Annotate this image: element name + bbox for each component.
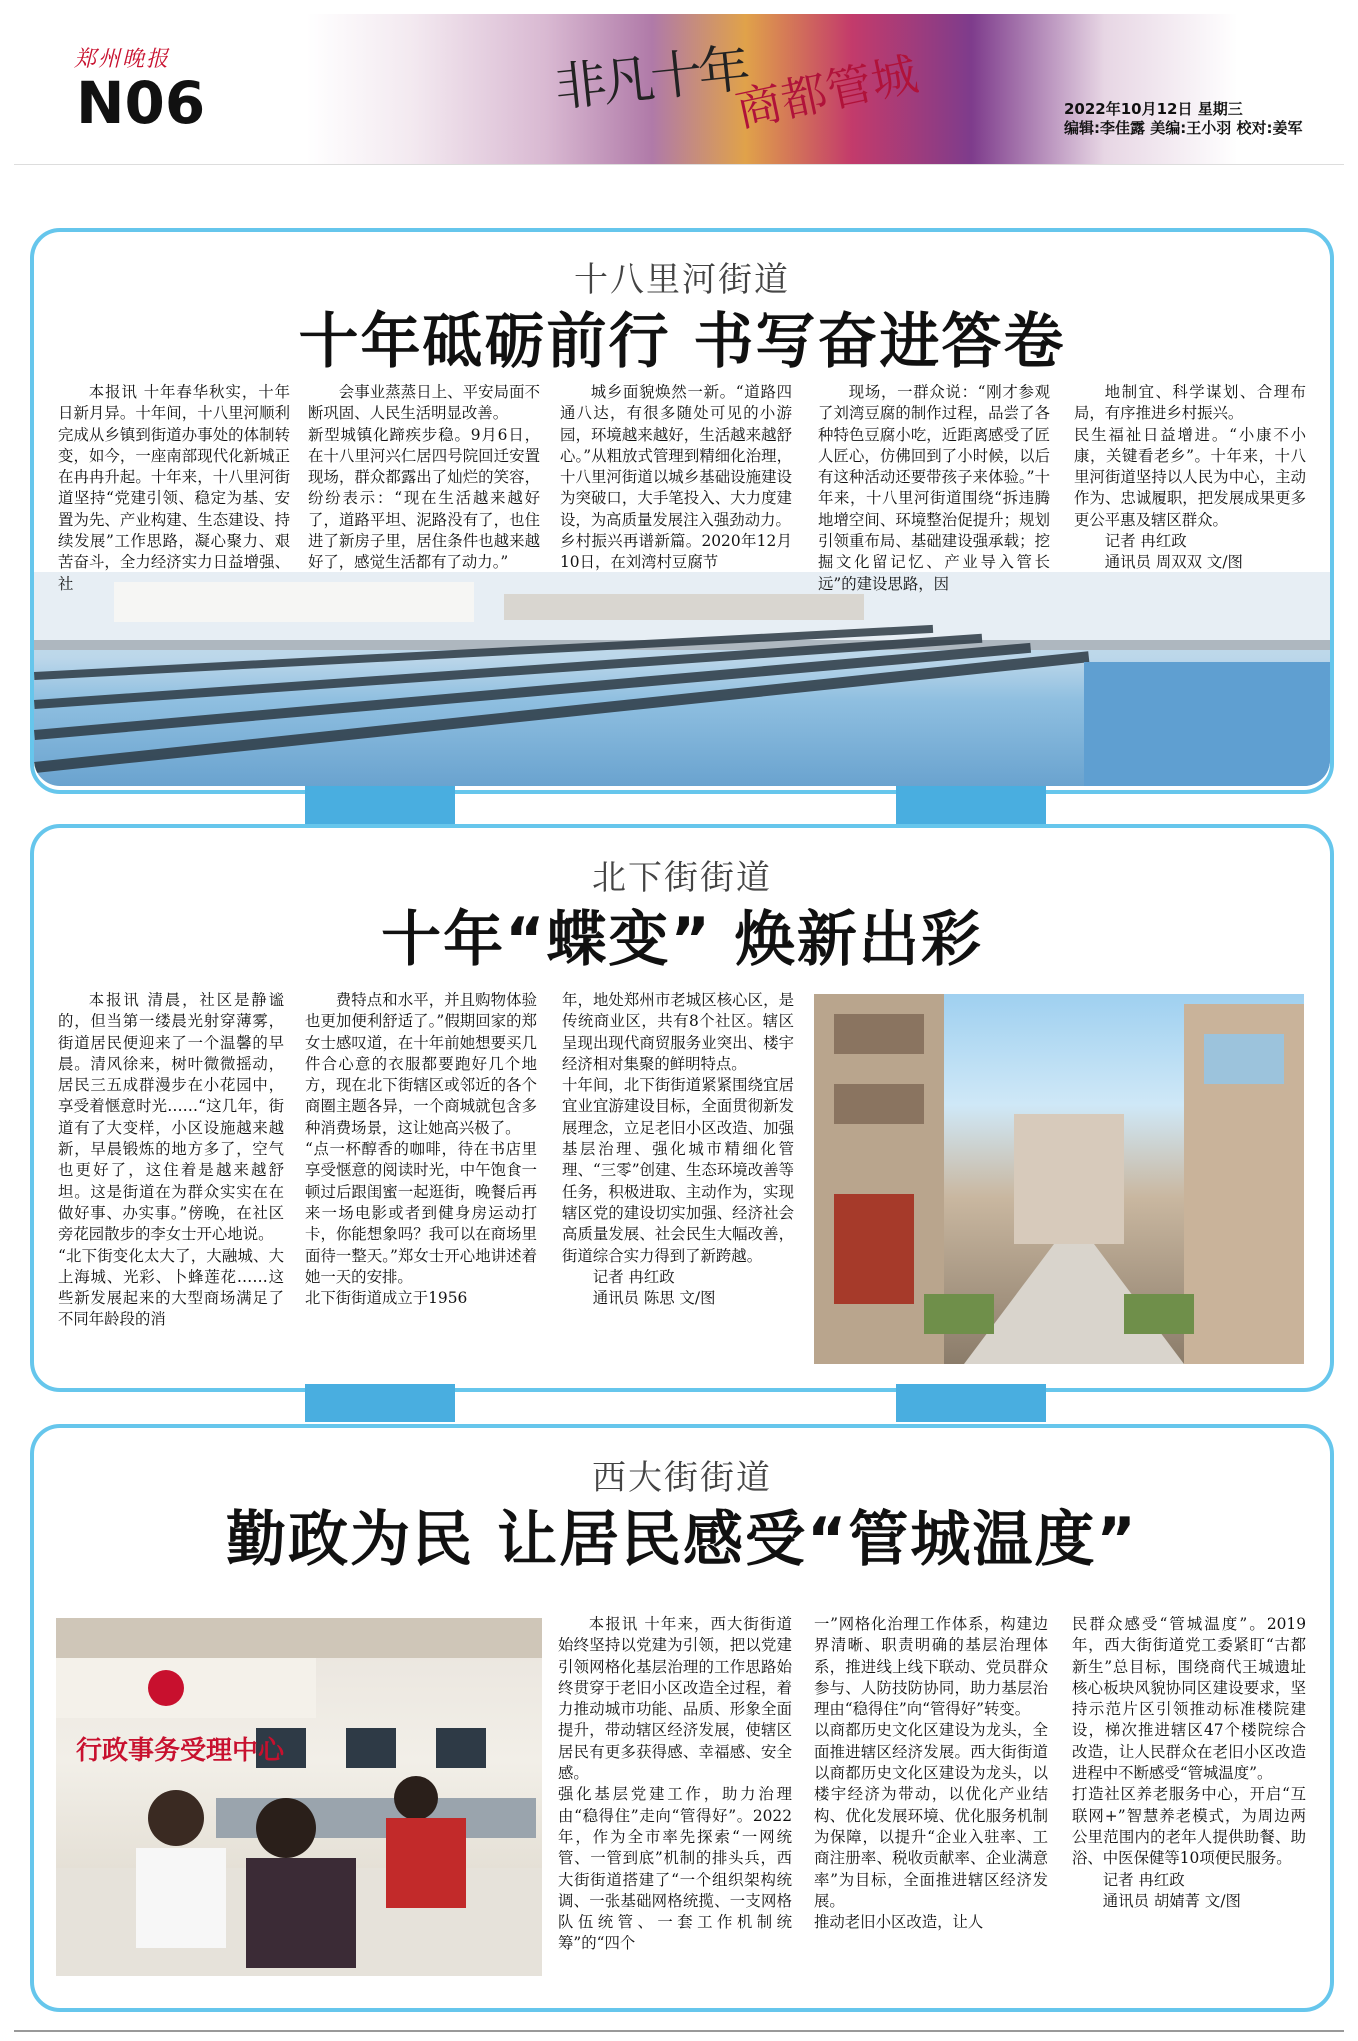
article-1-column-2: 会事业蒸蒸日上、平安局面不断巩固、人民生活明显改善。 新型城镇化蹄疾步稳。9月6日，在十八里河兴仁居四号院回迁安置现场，群众都露出了灿烂的笑容，纷纷表示：“现在生活越来越好了，道路平坦、泥路没有了，也住进了新房子里，居住条件也越来越好了，感觉生活都有了动力。” bbox=[308, 383, 540, 572]
article-1-column-4: 现场，一群众说：“刚才参观了刘湾豆腐的制作过程，品尝了各种特色豆腐小吃，近距离感受了匠人匠心，仿佛回到了小时候，以后有这种活动还要带孩子来体验。”十年来，十八里河街道围绕“拆违腾地增空间、环境整治促提升；规划引领重布局、基础建设强承载；挖掘文化留记忆、产业导入管长远”的建设思路，因 bbox=[818, 383, 1050, 593]
column-title-calligraphy-1: 非凡十年 bbox=[551, 39, 750, 119]
connector-bar-1b bbox=[896, 786, 1046, 824]
article-3-byline-reporter: 记者 冉红政 bbox=[1102, 1870, 1185, 1889]
issue-date: 2022年10月12日 星期三 bbox=[1064, 100, 1243, 118]
connector-bar-1a bbox=[305, 786, 455, 824]
article-3-photo bbox=[56, 1618, 542, 1976]
article-1-column-5: 地制宜、科学谋划、合理布局，有序推进乡村振兴。 民生福祉日益增进。“小康不小康，关键看老乡”。十年来，十八里河街道坚持以人民为中心，主动作为、忠诚履职，把发展成果更多更公平惠及辖区群众。 记者 冉红政 通讯员 周双双 文/图 bbox=[1074, 382, 1306, 574]
water-treatment-photo-art bbox=[34, 572, 1330, 786]
article-3-column-2: 一”网格化治理工作体系，构建边界清晰、职责明确的基层治理体系，推进线上线下联动、党员群众参与、人防技防协同，助力基层治理由“稳得住”向“管得好”转变。 以商都历史文化区建设为龙头，全面推进辖区经济发展。西大街街道以商都历史文化区建设为龙头，以楼宇经济为带动，以优化产业结构、优化发展环境、优化服务机制为保障，以提升“企业入驻率、工商注册率、税收贡献率、企业满意率”为目标，全面推进辖区经济发展。 推动老旧小区改造，让人 bbox=[814, 1615, 1048, 1932]
service-center-photo-art bbox=[56, 1618, 542, 1976]
article-1-photo bbox=[34, 572, 1330, 786]
editor-credits: 编辑:李佳露 美编:王小羽 校对:姜军 bbox=[1064, 119, 1303, 137]
article-3-headline: 勤政为民 让居民感受“管城温度” bbox=[226, 1505, 1138, 1575]
article-2-kicker: 北下街街道 bbox=[592, 858, 772, 898]
article-3-kicker: 西大街街道 bbox=[592, 1458, 772, 1498]
connector-bar-2a bbox=[305, 1384, 455, 1422]
page-bottom-rule bbox=[14, 2030, 1344, 2032]
masthead bbox=[14, 14, 1344, 164]
article-2-column-2: 费特点和水平，并且购物体验也更加便利舒适了。”假期回家的郑女士感叹道，在十年前她想要买几件合心意的衣服都要跑好几个地方，现在北下街辖区或邻近的各个商圈主题各异，一个商城就包含多种消费场景，这让她高兴极了。 “点一杯醇香的咖啡，待在书店里享受惬意的阅读时光，中午饱食一顿过后跟闺蜜一起逛街，晚餐后再来一场电影或者到健身房运动打卡，你能想象吗？我可以在商场里面待一整天。”郑女士开心地讲述着她一天的安排。 北下街街道成立于1956 bbox=[305, 991, 537, 1308]
article-1-column-1: 本报讯 十年春华秋实，十年日新月异。十年间，十八里河顺利完成从乡镇到街道办事处的体制转变，如今，一座南部现代化新城正在冉冉升起。十年来，十八里河街道坚持“党建引领、稳定为基、安置为先、产业构建、生态建设、持续发展”工作思路，凝心聚力、艰苦奋斗，全力经济实力日益增强、社 bbox=[58, 383, 290, 593]
article-1-byline-correspondent: 通讯员 周双双 文/图 bbox=[1104, 553, 1243, 572]
column-title-calligraphy-2: 商都管城 bbox=[731, 46, 923, 138]
page-number: N06 bbox=[76, 69, 206, 137]
article-2-column-3: 年，地处郑州市老城区核心区，是传统商业区，共有8个社区。辖区呈现出现代商贸服务业突出、楼宇经济相对集聚的鲜明特点。 十年间，北下街街道紧紧围绕宜居宜业宜游建设目标，全面贯彻新发展理念，立足老旧小区改造、加强基层治理、强化城市精细化管理、“三零”创建、生态环境改善等任务，积极进取、主动作为，实现辖区党的建设切实加强、经济社会高质量发展、社会民生大幅改善，街道综合实力得到了新跨越。 记者 冉红政 通讯员 陈思 文/图 bbox=[562, 990, 794, 1309]
article-2-headline: 十年“蝶变” 焕新出彩 bbox=[381, 905, 983, 975]
article-1-byline-reporter: 记者 冉红政 bbox=[1104, 532, 1187, 551]
paper-name: 郑州晚报 bbox=[74, 47, 171, 72]
article-1-kicker: 十八里河街道 bbox=[574, 260, 790, 300]
service-center-sign: 行政事务受理中心 bbox=[76, 1736, 285, 1766]
article-3-column-1: 本报讯 十年来，西大街街道始终坚持以党建为引领，把以党建引领网格化基层治理的工作思路始终贯穿于老旧小区改造全过程，着力推动城市功能、品质、形象全面提升，带动辖区经济发展，使辖区居民有更多获得感、幸福感、安全感。 强化基层党建工作，助力治理由“稳得住”走向“管得好”。2022年，作为全市率先探索“一网统管、一管到底”机制的排头兵，西大街街道搭建了“一个组织架构统调、一张基础网格统揽、一支网格队伍统管、一套工作机制统筹”的“四个 bbox=[558, 1615, 792, 1953]
article-2-byline-reporter: 记者 冉红政 bbox=[592, 1267, 675, 1286]
dateline bbox=[1064, 100, 1302, 138]
connector-bar-2b bbox=[896, 1384, 1046, 1422]
article-2-column-1: 本报讯 清晨，社区是静谧的，但当第一缕晨光射穿薄雾，街道居民便迎来了一个温馨的早晨。清风徐来，树叶微微摇动，居民三五成群漫步在小花园中，享受着惬意时光……“这几年，街道有了大变样，小区设施越来越新，早晨锻炼的地方多了，空气也更好了，这住着是越来越舒坦。这是街道在为群众实实在在做好事、办实事。”傍晚，在社区旁花园散步的李女士开心地说。 “北下街变化太大了，大融城、大上海城、光彩、卜蜂莲花……这些新发展起来的大型商场满足了不同年龄段的消 bbox=[58, 991, 284, 1329]
street-photo-art bbox=[814, 994, 1304, 1364]
article-3-byline-correspondent: 通讯员 胡婧菁 文/图 bbox=[1102, 1891, 1241, 1910]
article-2-photo bbox=[814, 994, 1304, 1364]
article-1-column-3: 城乡面貌焕然一新。“道路四通八达，有很多随处可见的小游园，环境越来越好，生活越来越舒心。”从粗放式管理到精细化治理，十八里河街道以城乡基础设施建设为突破口，大手笔投入、大力度建设，为高质量发展注入强劲动力。 乡村振兴再谱新篇。2020年12月10日，在刘湾村豆腐节 bbox=[560, 383, 792, 572]
article-3-column-3: 民群众感受“管城温度”。2019年，西大街街道党工委紧盯“古都新生”总目标，围绕商代王城遗址核心板块风貌协同区建设要求，坚持示范片区引领推动标准楼院建设，梯次推进辖区47个楼院综合改造，让人民群众在老旧小区改造进程中不断感受“管城温度”。 打造社区养老服务中心，开启“互联网+”智慧养老模式，为周边两公里范围内的老年人提供助餐、助浴、中医保健等10项便民服务。 记者 冉红政 通讯员 胡婧菁 文/图 bbox=[1072, 1614, 1306, 1912]
article-2-byline-correspondent: 通讯员 陈思 文/图 bbox=[592, 1289, 716, 1308]
article-1-headline: 十年砥砺前行 书写奋进答卷 bbox=[298, 307, 1066, 377]
